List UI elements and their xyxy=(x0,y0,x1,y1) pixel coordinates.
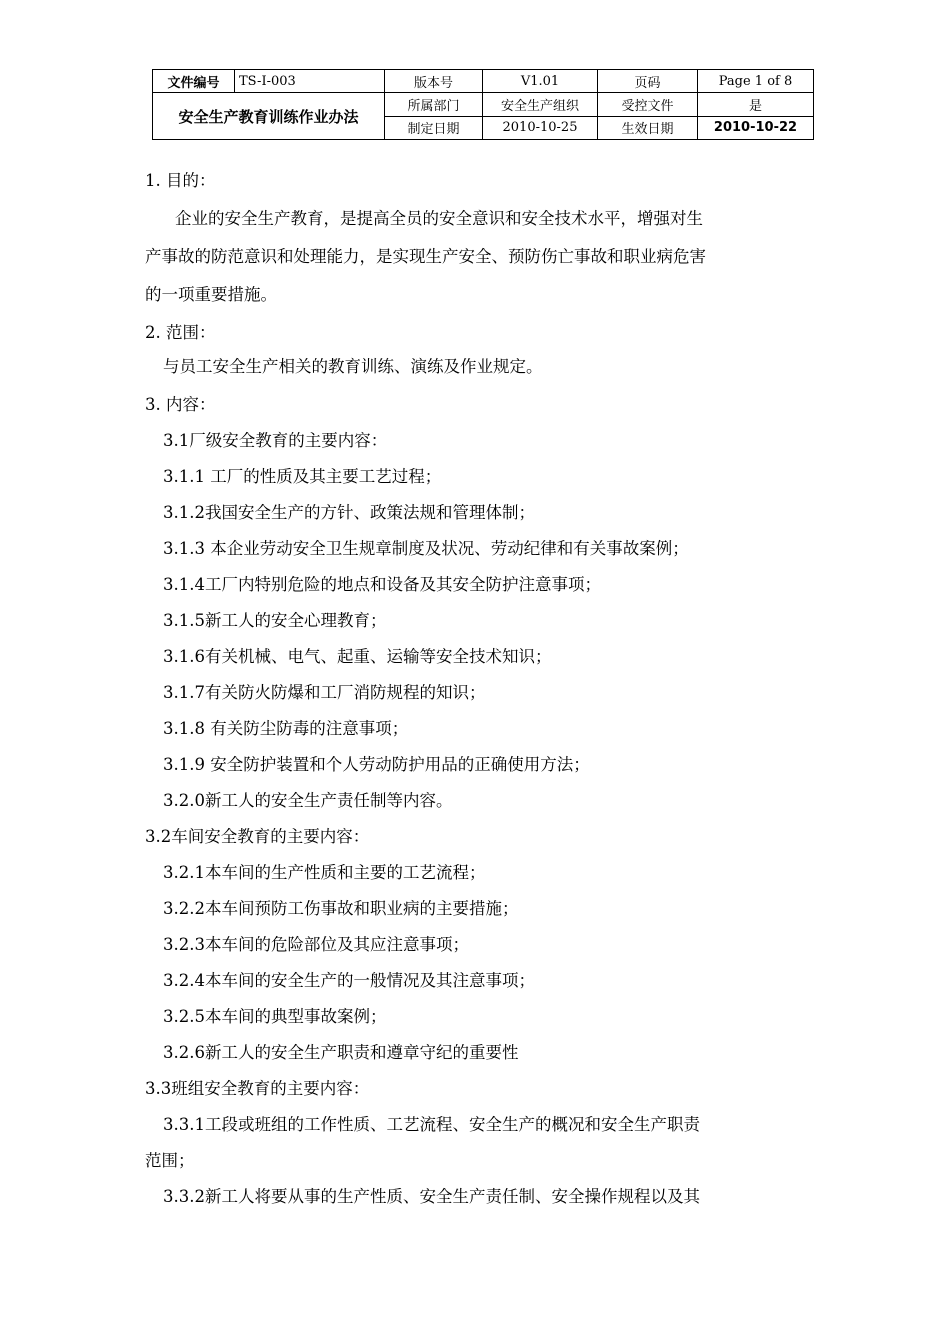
doc-no-label: 文件编号 xyxy=(153,70,235,93)
list-item: 3.2.3本车间的危险部位及其应注意事项； xyxy=(163,935,469,954)
list-item: 3.2.6新工人的安全生产职责和遵章守纪的重要性 xyxy=(163,1043,519,1062)
list-item: 3.2.2本车间预防工伤事故和职业病的主要措施； xyxy=(163,899,519,918)
created-value: 2010-10-25 xyxy=(483,116,598,140)
list-item: 3.1.3 本企业劳动安全卫生规章制度及状况、劳动纪律和有关事故案例； xyxy=(163,539,689,558)
list-item: 3.1.1 工厂的性质及其主要工艺过程； xyxy=(163,467,442,486)
list-item: 3.3.1工段或班组的工作性质、工艺流程、安全生产的概况和安全生产职责 xyxy=(163,1115,700,1134)
list-item: 3.1.7有关防火防爆和工厂消防规程的知识； xyxy=(163,683,486,702)
list-item: 3.1.9 安全防护装置和个人劳动防护用品的正确使用方法； xyxy=(163,755,590,774)
list-item: 3.2.4本车间的安全生产的一般情况及其注意事项； xyxy=(163,971,535,990)
subsection-heading: 3.3班组安全教育的主要内容： xyxy=(145,1079,370,1098)
subsection-heading: 3.1厂级安全教育的主要内容： xyxy=(163,431,388,450)
document-header-table xyxy=(152,69,814,140)
paragraph-line: 的一项重要措施。 xyxy=(145,285,277,304)
list-item: 3.2.0新工人的安全生产责任制等内容。 xyxy=(163,791,453,810)
subsection-heading: 3.2车间安全教育的主要内容： xyxy=(145,827,370,846)
created-label: 制定日期 xyxy=(385,116,483,140)
dept-value: 安全生产组织 xyxy=(483,93,598,117)
list-item: 3.1.6有关机械、电气、起重、运输等安全技术知识； xyxy=(163,647,552,666)
list-item: 3.2.1本车间的生产性质和主要的工艺流程； xyxy=(163,863,486,882)
document-title: 安全生产教育训练作业办法 xyxy=(153,93,385,140)
page-label: 页码 xyxy=(598,70,698,93)
controlled-label: 受控文件 xyxy=(598,93,698,117)
section-heading: 2. 范围： xyxy=(145,323,216,342)
version-label: 版本号 xyxy=(385,70,483,93)
effective-value: 2010-10-22 xyxy=(698,116,814,140)
list-item: 3.1.8 有关防尘防毒的注意事项； xyxy=(163,719,409,738)
paragraph-line: 产事故的防范意识和处理能力，是实现生产安全、预防伤亡事故和职业病危害 xyxy=(145,247,706,266)
list-item-continuation: 范围； xyxy=(145,1151,195,1170)
page-value: Page 1 of 8 xyxy=(698,70,814,93)
version-value: V1.01 xyxy=(483,70,598,93)
section-heading: 1. 目的： xyxy=(145,171,216,190)
doc-no-value: TS-I-003 xyxy=(235,70,385,93)
effective-label: 生效日期 xyxy=(598,116,698,140)
controlled-value: 是 xyxy=(698,93,814,117)
list-item: 3.2.5本车间的典型事故案例； xyxy=(163,1007,387,1026)
list-item: 3.1.2我国安全生产的方针、政策法规和管理体制； xyxy=(163,503,535,522)
list-item: 3.1.4工厂内特别危险的地点和设备及其安全防护注意事项； xyxy=(163,575,601,594)
paragraph-line: 企业的安全生产教育，是提高全员的安全意识和安全技术水平，增强对生 xyxy=(175,209,703,228)
dept-label: 所属部门 xyxy=(385,93,483,117)
paragraph-line: 与员工安全生产相关的教育训练、演练及作业规定。 xyxy=(163,357,543,376)
list-item: 3.3.2新工人将要从事的生产性质、安全生产责任制、安全操作规程以及其 xyxy=(163,1187,700,1206)
list-item: 3.1.5新工人的安全心理教育； xyxy=(163,611,387,630)
section-heading: 3. 内容： xyxy=(145,395,216,414)
